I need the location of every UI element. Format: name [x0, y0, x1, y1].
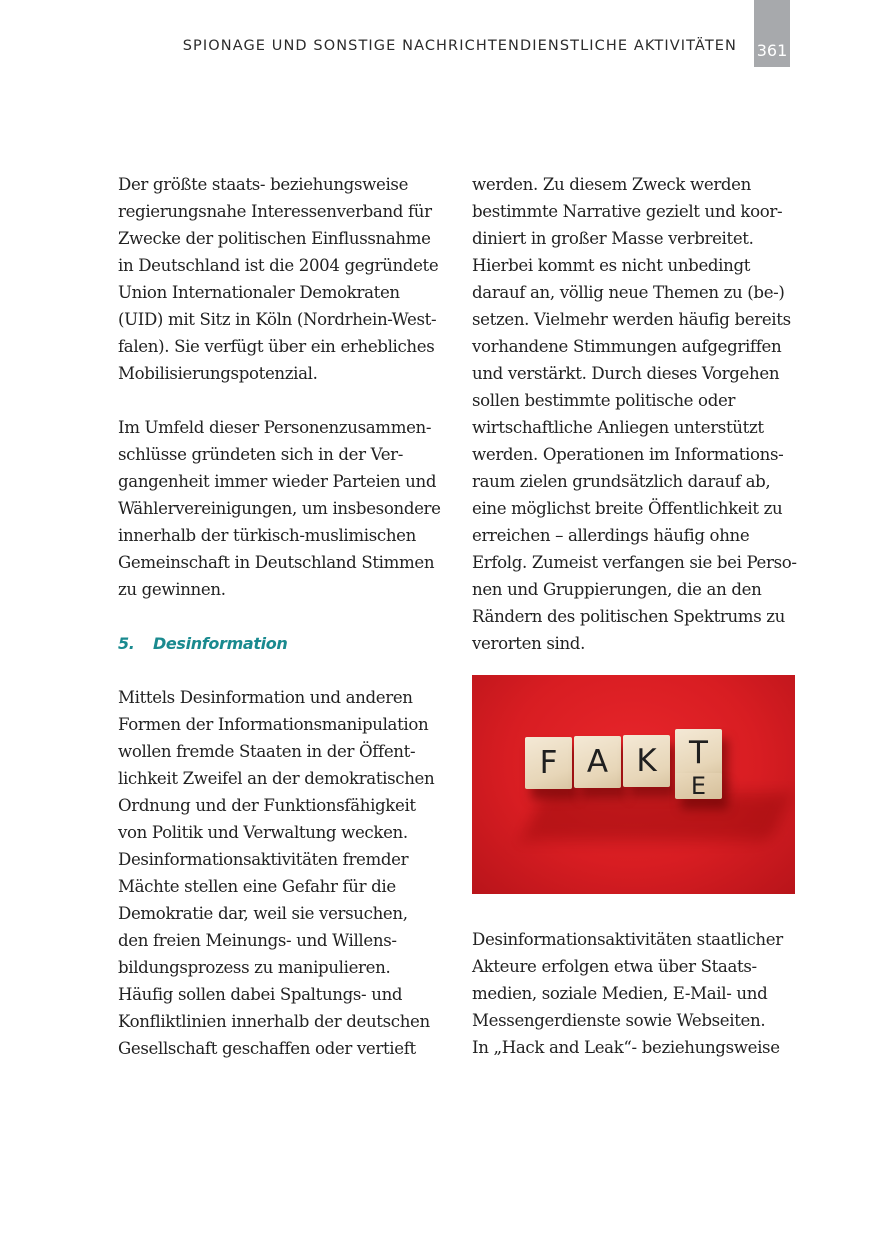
text-line: nen und Gruppierungen, die an den [472, 580, 762, 599]
letter-cube-a: A [574, 736, 621, 788]
text-line: den freien Meinungs- und Willens- [118, 931, 397, 950]
section-heading [118, 630, 453, 657]
text-line: gangenheit immer wieder Parteien und [118, 472, 437, 491]
text-line: in Deutschland ist die 2004 gegründete [118, 256, 439, 275]
text-line: Rändern des politischen Spektrums zu [472, 607, 786, 626]
text-line: Desinformationsaktivitäten fremder [118, 850, 409, 869]
text-line: Messengerdienste sowie Webseiten. [472, 1011, 766, 1030]
text-line: verorten sind. [472, 634, 586, 653]
paragraph-uid [118, 171, 453, 387]
page-number: 361 [754, 0, 790, 67]
text-line: falen). Sie verfügt über ein erhebliches [118, 337, 435, 356]
text-line: Akteure erfolgen etwa über Staats- [472, 957, 757, 976]
text-line: diniert in großer Masse verbreitet. [472, 229, 754, 248]
text-line: Zwecke der politischen Einflussnahme [118, 229, 431, 248]
text-line: vorhandene Stimmungen aufgegriffen [472, 337, 782, 356]
text-line: (UID) mit Sitz in Köln (Nordrhein-West- [118, 310, 437, 329]
text-line: bildungsprozess zu manipulieren. [118, 958, 391, 977]
section-number: 5. [118, 634, 135, 653]
letter-cube-f: F [525, 737, 572, 789]
text-line: zu gewinnen. [118, 580, 226, 599]
text-line: schlüsse gründeten sich in der Ver- [118, 445, 404, 464]
text-line: Mittels Desinformation und anderen [118, 688, 413, 707]
text-line: Konfliktlinien innerhalb der deutschen [118, 1012, 430, 1031]
text-line: Erfolg. Zumeist verfangen sie bei Perso- [472, 553, 797, 572]
cube-shadow [521, 793, 793, 841]
fake-fact-photo [472, 675, 795, 894]
section-title: Desinformation [153, 634, 288, 653]
text-line: und verstärkt. Durch dieses Vorgehen [472, 364, 780, 383]
letter-cube-e: E [675, 773, 722, 799]
text-line: wollen fremde Staaten in der Öffent- [118, 742, 416, 761]
text-line: Mobilisierungspotenzial. [118, 364, 318, 383]
text-line: von Politik und Verwaltung wecken. [118, 823, 408, 842]
text-line: Desinformationsaktivitäten staatlicher [472, 930, 783, 949]
paragraph-narratives [472, 171, 807, 657]
text-line: Gesellschaft geschaffen oder vertieft [118, 1039, 416, 1058]
text-line: Wählervereinigungen, um insbesondere [118, 499, 441, 518]
text-line: Im Umfeld dieser Personenzusammen- [118, 418, 432, 437]
text-line: Formen der Informationsmanipulation [118, 715, 429, 734]
text-line: Gemeinschaft in Deutschland Stimmen [118, 553, 435, 572]
paragraph-disinformation [118, 684, 453, 1062]
text-line: Häufig sollen dabei Spaltungs- und [118, 985, 403, 1004]
text-line: Hierbei kommt es nicht unbedingt [472, 256, 751, 275]
paragraph-gap [118, 657, 453, 684]
right-column-lower [472, 926, 807, 1061]
text-line: sollen bestimmte politische oder [472, 391, 736, 410]
text-line: innerhalb der türkisch-muslimischen [118, 526, 416, 545]
paragraph-gap [118, 387, 453, 414]
text-line: regierungsnahe Interessenverband für [118, 202, 432, 221]
left-column [118, 171, 453, 1062]
text-line: wirtschaftliche Anliegen unterstützt [472, 418, 764, 437]
text-line: bestimmte Narrative gezielt und koor- [472, 202, 783, 221]
text-line: darauf an, völlig neue Themen zu (be-) [472, 283, 785, 302]
text-line: Union Internationaler Demokraten [118, 283, 400, 302]
text-line: raum zielen grundsätzlich darauf ab, [472, 472, 771, 491]
text-line: lichkeit Zweifel an der demokratischen [118, 769, 435, 788]
text-line: Mächte stellen eine Gefahr für die [118, 877, 396, 896]
letter-cube-t: T [675, 729, 722, 777]
text-line: setzen. Vielmehr werden häufig bereits [472, 310, 791, 329]
running-header: SPIONAGE UND SONSTIGE NACHRICHTENDIENSTLICHE AKTIVITÄTEN [182, 38, 737, 54]
text-line: In „Hack and Leak“- beziehungsweise [472, 1038, 780, 1057]
text-line: Demokratie dar, weil sie versuchen, [118, 904, 408, 923]
text-line: eine möglichst breite Öffentlichkeit zu [472, 499, 783, 518]
right-column [472, 171, 807, 657]
paragraph-parties [118, 414, 453, 603]
text-line: Ordnung und der Funktionsfähigkeit [118, 796, 416, 815]
paragraph-gap [118, 603, 453, 630]
text-line: werden. Zu diesem Zweck werden [472, 175, 751, 194]
paragraph-channels [472, 926, 807, 1061]
text-line: medien, soziale Medien, E-Mail- und [472, 984, 768, 1003]
letter-cube-k: K [623, 735, 670, 787]
text-line: erreichen – allerdings häufig ohne [472, 526, 750, 545]
text-line: Der größte staats- beziehungsweise [118, 175, 409, 194]
text-line: werden. Operationen im Informations- [472, 445, 784, 464]
